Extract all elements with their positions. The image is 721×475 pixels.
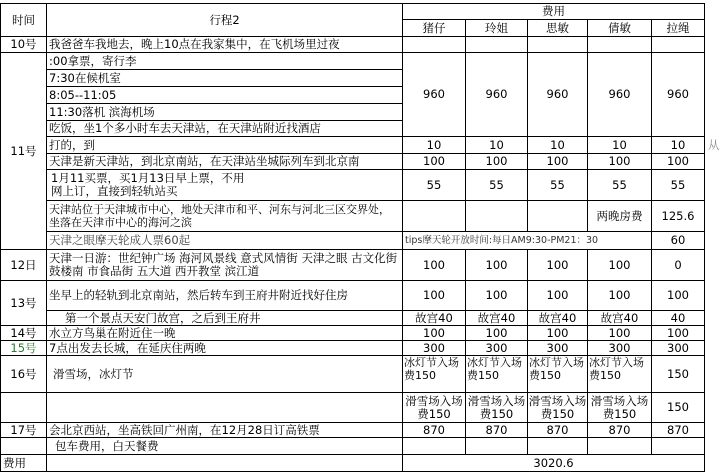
cost-cell[interactable]: 100 [652, 281, 705, 311]
itinerary-cell[interactable]: 吃饭，坐1个多小时车去天津站，在天津站附近找酒店 [47, 121, 403, 137]
cost-cell[interactable]: 150 [652, 393, 705, 423]
itinerary-cell[interactable]: 7:30在候机室 [47, 70, 403, 87]
cost-cell[interactable]: 300 [466, 341, 528, 356]
cost-cell[interactable]: 故宫40 [528, 311, 588, 326]
cost-cell[interactable]: 10 [528, 137, 588, 154]
date-cell[interactable]: 16号 [0, 356, 47, 393]
cost-cell[interactable]: 0 [652, 250, 705, 281]
cost-cell[interactable]: 870 [652, 423, 705, 438]
cost-cell[interactable]: 55 [528, 170, 588, 201]
total-value[interactable]: 3020.6 [403, 455, 705, 472]
cost-cell[interactable] [403, 201, 466, 232]
itinerary-cell[interactable]: 打的，到 [47, 137, 403, 154]
cost-cell[interactable]: 冰灯节入场费150 [466, 356, 528, 393]
cost-cell[interactable]: 60 [652, 232, 705, 250]
cost-cell[interactable] [403, 438, 466, 455]
itinerary-cell[interactable]: 坐早上的轻轨到北京南站，然后转车到王府井附近找好住房 [47, 281, 403, 311]
itinerary-cell[interactable]: 天津之眼摩天轮成人票60起 [47, 232, 403, 250]
cost-cell[interactable]: 10 [466, 137, 528, 154]
date-cell-11[interactable]: 11号 [0, 53, 47, 250]
cost-cell[interactable]: 150 [652, 356, 705, 393]
cost-cell[interactable]: 300 [528, 341, 588, 356]
cost-cell[interactable]: 100 [466, 154, 528, 170]
overflow-text: 从 [708, 138, 720, 152]
cost-cell[interactable]: 870 [466, 423, 528, 438]
date-cell[interactable]: 15号 [0, 341, 47, 356]
itinerary-cell[interactable]: 天津一日游：世纪钟广场 海河风景线 意式风情街 天津之眼 古文化街 鼓楼南 市食品街 五大道 西开教堂 滨江道 [47, 250, 403, 281]
cost-cell[interactable]: 55 [403, 170, 466, 201]
cost-cell[interactable] [528, 37, 588, 53]
cost-cell[interactable]: 960 [466, 53, 528, 137]
cost-cell[interactable]: 55 [652, 170, 705, 201]
header-person-2[interactable]: 玲姐 [466, 20, 528, 37]
cost-cell[interactable]: 40 [652, 311, 705, 326]
cost-cell[interactable]: 55 [588, 170, 652, 201]
room-fee-value[interactable]: 125.6 [652, 201, 705, 232]
cost-cell[interactable]: 冰灯节入场费150 [528, 356, 588, 393]
cost-cell[interactable]: 870 [588, 423, 652, 438]
cost-cell[interactable]: 100 [528, 281, 588, 311]
cost-cell[interactable] [403, 37, 466, 53]
cost-cell[interactable]: 100 [652, 154, 705, 170]
itinerary-cell[interactable]: 1月11买票，买1月13日早上票，不用网上订，直接到轻轨站买 [47, 170, 403, 201]
header-cost[interactable]: 费用 [403, 3, 705, 20]
cost-cell[interactable]: 滑雪场入场费150 [528, 393, 588, 423]
cost-cell[interactable]: 55 [466, 170, 528, 201]
total-label[interactable]: 费用 [0, 455, 47, 472]
cost-cell[interactable]: 100 [588, 281, 652, 311]
date-cell[interactable]: 10号 [0, 37, 47, 53]
cost-cell[interactable]: 870 [403, 423, 466, 438]
cost-cell[interactable]: 100 [528, 326, 588, 341]
itinerary-cell[interactable]: 天津是新天津站，到北京南站，在天津站坐城际列车到北京南 [47, 154, 403, 170]
cost-cell[interactable]: 100 [466, 250, 528, 281]
cost-cell[interactable] [588, 37, 652, 53]
cost-cell[interactable]: 10 [403, 137, 466, 154]
itinerary-cell[interactable]: 会北京西站，坐高铁回广州南，在12月28日订高铁票 [47, 423, 403, 438]
cost-cell[interactable] [466, 201, 528, 232]
date-cell[interactable]: 17号 [0, 423, 47, 438]
itinerary-cell[interactable] [47, 393, 403, 423]
itinerary-cell[interactable]: 我爸爸车我地去，晚上10点在我家集中，在飞机场里过夜 [47, 37, 403, 53]
cost-cell[interactable]: 故宫40 [588, 311, 652, 326]
cost-cell[interactable]: 300 [652, 341, 705, 356]
cost-cell[interactable] [528, 438, 588, 455]
tip-cell[interactable]: tips摩天轮开放时间:每日AM9:30-PM21：30 [403, 232, 652, 250]
cost-cell[interactable]: 100 [588, 250, 652, 281]
cost-cell[interactable]: 100 [403, 250, 466, 281]
cost-cell[interactable] [528, 201, 588, 232]
cost-cell[interactable]: 滑雪场入场费150 [403, 393, 466, 423]
itinerary-cell[interactable]: 11:30落机 滨海机场 [47, 104, 403, 121]
cost-cell[interactable] [652, 37, 705, 53]
cost-cell[interactable]: 300 [588, 341, 652, 356]
cost-cell[interactable]: 100 [466, 281, 528, 311]
cost-cell[interactable]: 100 [528, 250, 588, 281]
cost-cell[interactable]: 960 [528, 53, 588, 137]
cost-cell[interactable]: 冰灯节入场费150 [588, 356, 652, 393]
itinerary-cell[interactable]: 第一个景点天安门故宫，之后到王府井 [47, 311, 403, 326]
date-cell[interactable] [0, 438, 47, 455]
itinerary-cell[interactable]: 滑雪场，冰灯节 [47, 356, 403, 393]
date-cell[interactable]: 14号 [0, 326, 47, 341]
cost-cell[interactable]: 100 [528, 154, 588, 170]
cost-cell[interactable]: 100 [652, 326, 705, 341]
cost-cell[interactable]: 960 [588, 53, 652, 137]
cost-cell[interactable]: 100 [403, 154, 466, 170]
itinerary-cell[interactable]: 7点出发去长城，在延庆住两晚 [47, 341, 403, 356]
cost-cell[interactable] [588, 438, 652, 455]
itinerary-cell[interactable]: 水立方鸟巢在附近住一晚 [47, 326, 403, 341]
header-person-1[interactable]: 猪仔 [403, 20, 466, 37]
cost-cell[interactable]: 100 [588, 326, 652, 341]
header-time[interactable]: 时间 [0, 3, 47, 37]
cost-cell[interactable]: 100 [466, 326, 528, 341]
cost-cell[interactable]: 故宫40 [466, 311, 528, 326]
cost-cell[interactable]: 300 [403, 341, 466, 356]
date-cell[interactable]: 12日 [0, 250, 47, 281]
itinerary-cell[interactable]: 包车费用，白天餐费 [47, 438, 403, 455]
itinerary-cell[interactable]: 天津站位于天津城市中心，地处天津市和平、河东与河北三区交界处，坐落在天津市中心的海河之滨 [47, 201, 403, 232]
header-person-4[interactable]: 倩敏 [588, 20, 652, 37]
cost-cell[interactable]: 滑雪场入场费150 [588, 393, 652, 423]
cost-cell[interactable]: 870 [528, 423, 588, 438]
cost-cell[interactable]: 100 [588, 154, 652, 170]
cost-cell[interactable]: 960 [652, 53, 705, 137]
cost-cell[interactable] [466, 37, 528, 53]
cost-cell[interactable]: 10 [588, 137, 652, 154]
date-cell[interactable] [0, 393, 47, 423]
itinerary-cell[interactable] [47, 455, 403, 472]
cost-cell[interactable]: 滑雪场入场费150 [466, 393, 528, 423]
cost-cell[interactable] [652, 438, 705, 455]
cost-cell[interactable]: 960 [403, 53, 466, 137]
cost-cell[interactable]: 10 [652, 137, 705, 154]
date-cell[interactable]: 13号 [0, 281, 47, 326]
cost-cell[interactable]: 100 [403, 281, 466, 311]
header-itinerary[interactable]: 行程2 [47, 3, 403, 37]
header-person-3[interactable]: 思敏 [528, 20, 588, 37]
cost-cell[interactable]: 冰灯节入场费150 [403, 356, 466, 393]
cost-cell[interactable]: 100 [403, 326, 466, 341]
room-fee-label[interactable]: 两晚房费 [588, 201, 652, 232]
cost-cell[interactable] [466, 438, 528, 455]
cost-cell[interactable]: 故宫40 [403, 311, 466, 326]
itinerary-cell[interactable]: :00拿票，寄行李 [47, 53, 403, 70]
header-person-5[interactable]: 拉绳 [652, 20, 705, 37]
itinerary-cell[interactable]: 8:05--11:05 [47, 87, 403, 104]
